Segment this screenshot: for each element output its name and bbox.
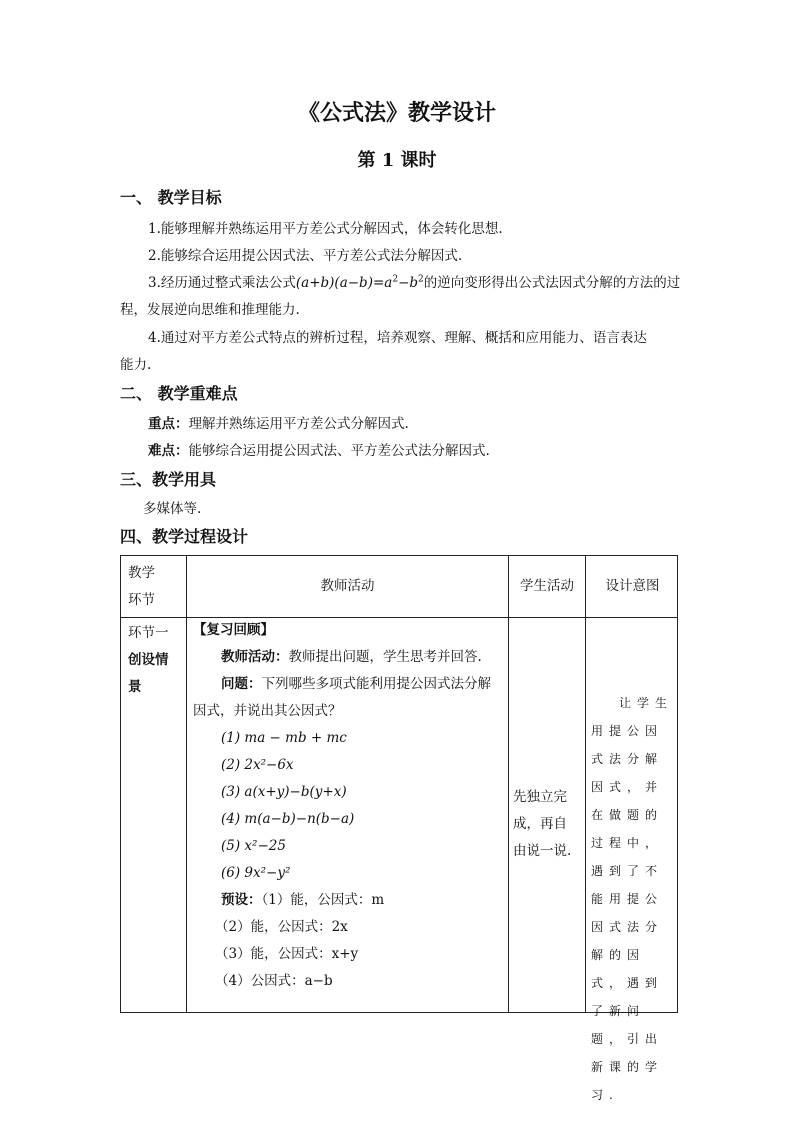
tools-text: 多媒体等. xyxy=(143,501,202,517)
presumption-line: （3）能，公因式：x+y xyxy=(215,946,359,962)
teacher-activity-cell xyxy=(193,617,505,995)
header-student: 学生活动 xyxy=(520,578,574,594)
table-divider xyxy=(186,556,187,1012)
header-teacher: 教师活动 xyxy=(320,578,375,594)
section-heading-goals: 一、 教学目标 xyxy=(120,188,222,207)
problem-item: (3) a(x+y)−b(y+x) xyxy=(221,784,347,800)
problem-item: (2) 2x²−6x xyxy=(221,757,294,773)
goal-3-line2: 程，发展逆向思维和推理能力. xyxy=(120,302,300,318)
problem-item: (5) x²−25 xyxy=(221,838,286,854)
question-line: 问题：下列哪些多项式能利用提公因式法分解 xyxy=(221,676,491,692)
goal-4-line1: 4.通过对平方差公式特点的辨析过程，培养观察、理解、概括和应用能力、语言表达 xyxy=(148,330,647,346)
presumption-line: （2）能，公因式：2x xyxy=(215,919,348,935)
header-intent: 设计意图 xyxy=(605,578,660,594)
header-stage: 教学 环节 xyxy=(128,565,155,608)
table-divider xyxy=(508,556,509,1012)
goal-4-line2: 能力. xyxy=(120,357,152,373)
section-heading-keypoints: 二、 教学重难点 xyxy=(120,384,238,403)
process-table xyxy=(120,555,678,1102)
key-point: 重点：理解并熟练运用平方差公式分解因式. xyxy=(148,416,409,432)
table-divider xyxy=(585,556,586,1012)
page-title: 《公式法》教学设计 xyxy=(297,100,496,126)
section-heading-tools: 三、教学用具 xyxy=(120,470,217,489)
problem-item: (4) m(a−b)−n(b−a) xyxy=(221,811,355,827)
difficult-point: 难点：能够综合运用提公因式法、平方差公式法分解因式. xyxy=(148,443,490,459)
design-intent-cell: 让学生用提公因式法分解因式，并在做题的过程中，遇到了不能用提公因式法分解的因式，遇到了新问题，引出新课的学习. xyxy=(591,696,674,1102)
stage-cell: 环节一 创设情 景 xyxy=(128,625,169,695)
teacher-activity-line: 教师活动：教师提出问题，学生思考并回答. xyxy=(221,649,482,665)
section-heading-process: 四、教学过程设计 xyxy=(120,527,249,546)
goal-2: 2.能够综合运用提公因式法、平方差公式法分解因式. xyxy=(148,248,463,264)
presumption-line: 预设：（1）能，公因式：m xyxy=(221,892,385,908)
review-heading: 【复习回顾】 xyxy=(193,622,274,638)
problem-item: (1) ma − mb + mc xyxy=(221,730,347,746)
question-line-2: 因式，并说出其公因式？ xyxy=(193,703,342,719)
goal-1: 1.能够理解并熟练运用平方差公式分解因式，体会转化思想. xyxy=(148,221,503,237)
page-subtitle: 第 1 课时 xyxy=(357,150,437,171)
goal-3-line1: 3.经历通过整式乘法公式$(a+b)(a-b)=a^2-b^2$的逆向变形得出公式法因式分解的方法的过 xyxy=(148,274,681,291)
presumption-line: （4）公因式：a−b xyxy=(215,973,333,989)
problem-item: (6) 9x²−y² xyxy=(221,865,291,881)
student-activity-cell: 先独立完 成，再自 由说一说. xyxy=(513,789,572,859)
